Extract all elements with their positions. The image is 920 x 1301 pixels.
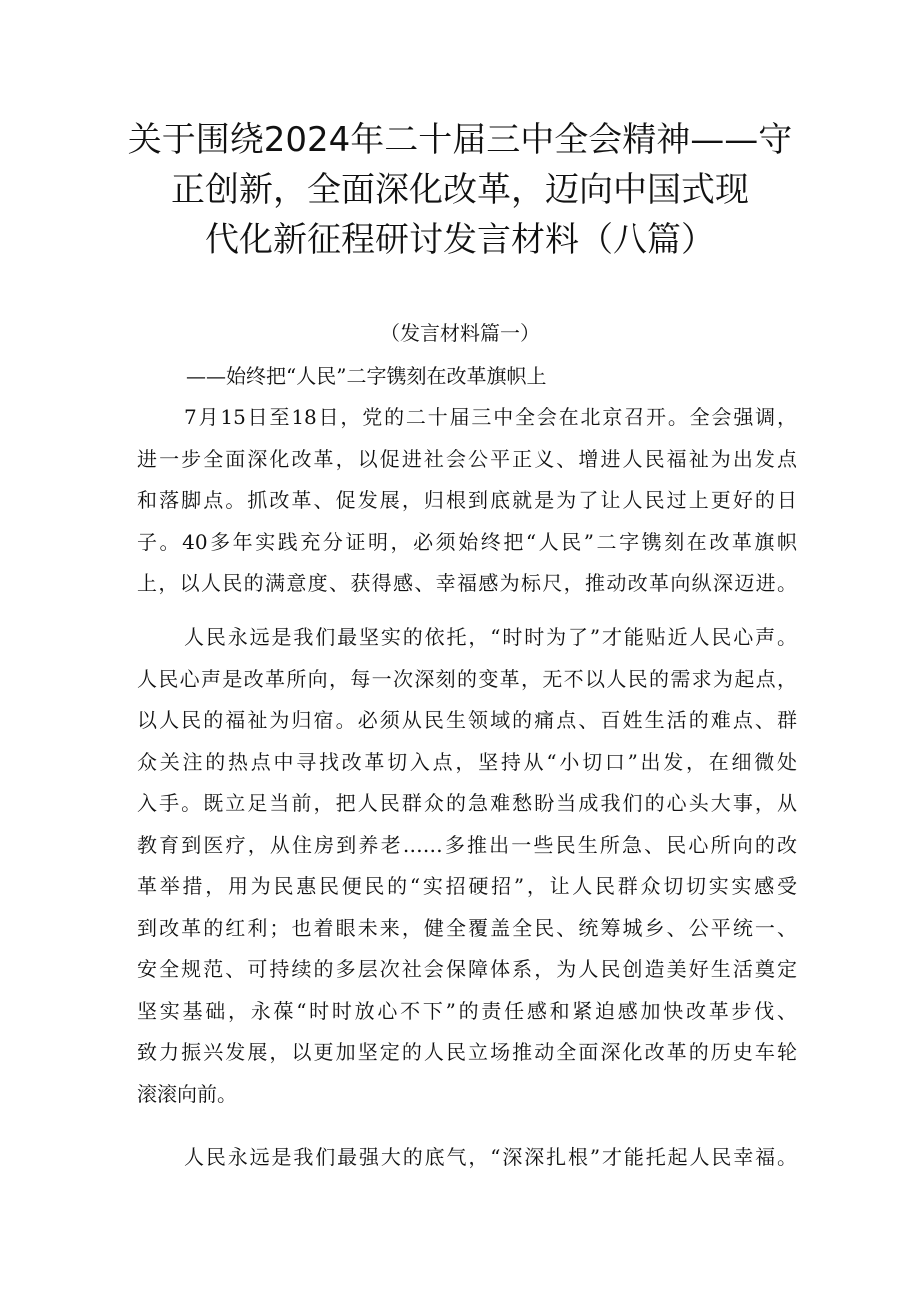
paragraph-line: 教育到医疗，从住房到养老……多推出一些民生所急、民心所向的改 <box>137 832 797 857</box>
paragraph-line: 致力振兴发展，以更加坚定的人民立场推动全面深化改革的历史车轮 <box>137 1040 797 1064</box>
paragraph-line: 到改革的红利；也着眼未来，健全覆盖全民、统筹城乡、公平统一、 <box>137 915 797 940</box>
paragraph <box>137 1137 797 1179</box>
paragraph-line: 安全规范、可持续的多层次社会保障体系，为人民创造美好生活奠定 <box>137 957 797 981</box>
paragraph-line: 子。40多年实践充分证明，必须始终把“人民”二字镌刻在改革旗帜 <box>137 529 797 554</box>
paragraph-line: 人民永远是我们最强大的底气，“深深扎根”才能托起人民幸福。 <box>184 1145 797 1169</box>
paragraph-line: 人民心声是改革所向，每一次深刻的变革，无不以人民的需求为起点， <box>137 666 797 691</box>
paragraph-line: 和落脚点。抓改革、促发展，归根到底就是为了让人民过上更好的日 <box>137 488 797 512</box>
paragraph-line: 革举措，用为民惠民便民的“实招硬招”，让人民群众切切实实感受 <box>137 874 797 898</box>
paragraph-line: 人民永远是我们最坚实的依托，“时时为了”才能贴近人民心声。 <box>184 625 797 649</box>
title-line: 关于围绕2024年二十届三中全会精神——守 <box>127 120 793 160</box>
document-title <box>120 115 800 265</box>
paragraph-line: 以人民的福祉为归宿。必须从民生领域的痛点、百姓生活的难点、群 <box>137 708 797 732</box>
paragraph-line: 进一步全面深化改革，以促进社会公平正义、增进人民福祉为出发点 <box>137 446 797 471</box>
title-line: 代化新征程研讨发言材料（八篇） <box>205 220 715 260</box>
paragraph <box>137 397 797 605</box>
paragraph-line: 坚实基础，永葆“时时放心不下”的责任感和紧迫感加快改革步伐、 <box>137 998 797 1023</box>
paragraph-line: 上，以人民的满意度、获得感、幸福感为标尺，推动改革向纵深迈进。 <box>137 571 797 595</box>
paragraph <box>137 617 797 1115</box>
paragraph-line: 7月15日至18日，党的二十届三中全会在北京召开。全会强调， <box>184 405 797 429</box>
paragraph-line: 众关注的热点中寻找改革切入点，坚持从“小切口”出发，在细微处 <box>137 749 797 774</box>
paragraph-line: 滚滚向前。 <box>137 1081 237 1106</box>
paragraph-line: 入手。既立足当前，把人民群众的急难愁盼当成我们的心头大事，从 <box>137 791 797 815</box>
title-line: 正创新，全面深化改革，迈向中国式现 <box>171 170 749 210</box>
section-subtitle: （发言材料篇一） <box>380 321 540 345</box>
section-tagline: ——始终把“人民”二字镌刻在改革旗帜上 <box>186 364 547 388</box>
